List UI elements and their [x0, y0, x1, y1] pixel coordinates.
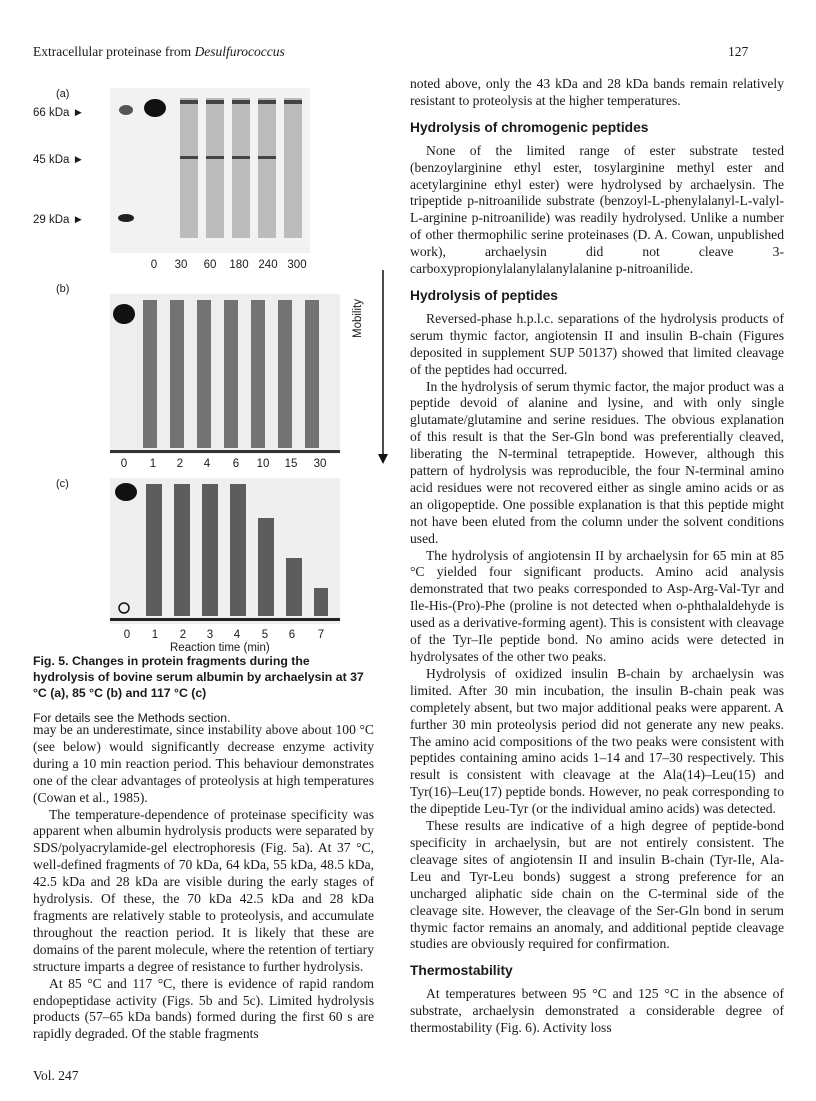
paragraph: The hydrolysis of angiotensin II by archaelysin for 65 min at 85 °C yielded four significant products. Amino acid analysis demonstrated that two peaks corresponded to Asp-Arg-Val-Tyr and Ile-His-(Pro)-Phe (proline is not detected when o-phthalaldehyde is used as a derivative-forming agent). This is consistent with cleavage of the Tyr–Ile peptide bond. No amino acids were detected in hydrolysates of the other two peaks.: [410, 547, 784, 664]
section-heading: Thermostability: [410, 963, 513, 979]
marker-66kda: 66 kDa ►: [33, 107, 85, 119]
lane-label: 0: [120, 458, 128, 470]
lane-label: 1: [151, 629, 159, 641]
lane-label: 10: [256, 458, 270, 470]
lane-labels-c: [0, 629, 400, 643]
mobility-label: Mobility: [352, 299, 364, 338]
marker-45kda: 45 kDa ►: [33, 154, 85, 166]
left-column-text: [33, 722, 374, 1043]
lane-label: 240: [258, 259, 278, 271]
paragraph: At 85 °C and 117 °C, there is evidence of rapid random endopeptidase activity (Figs. 5b and 5c). Limited hydrolysis products (57–65 kDa bands) formed during the first 60 s are rapidly degraded. Of the stable fragments: [33, 975, 374, 1042]
lane-label: 7: [317, 629, 325, 641]
paragraph: Hydrolysis of oxidized insulin B-chain by archaelysin was limited. After 30 min incubation, the insulin B-chain peak was completely absent, but two major additional peaks were apparent. A further 30 min proteolysis period did not generate any new peaks. The amino acid compositions of the two peaks were consistent with peptides containing amino acids 1–14 and 17–30 respectively. This result is consistent with cleavage at the Ala(14)–Leu(15) and Tyr(16)–Leu(17) peptide bonds. However, no peak corresponding to the dipeptide Leu-Tyr (or the individual amino acids) was detected.: [410, 665, 784, 817]
figure-note: For details see the Methods section.: [33, 711, 231, 725]
mobility-arrow: [378, 270, 388, 465]
gel-image-b: [110, 294, 340, 454]
section-heading: Hydrolysis of peptides: [410, 287, 558, 303]
lane-labels-b: [0, 458, 400, 472]
page-number: 127: [728, 44, 749, 59]
lane-label: 0: [123, 629, 131, 641]
lane-label: 4: [203, 458, 211, 470]
paragraph: The temperature-dependence of proteinase specificity was apparent when albumin hydrolysis products were separated by SDS/polyacrylamide-gel electrophoresis (Fig. 5a). At 37 °C, well-defined fragments of 70 kDa, 64 kDa, 55 kDa, 48.5 kDa, 42.5 kDa and 28 kDa are visible during the early stages of hydrolysis. Of these, the 70 kDa 42.5 kDa and 28 kDa fragments are relatively stable to proteolysis, and accumulate throughout the reaction period. It is likely that these are domains of the parent molecule, where the retention of tertiary structure imparts a degree of resistance to further hydrolysis.: [33, 806, 374, 974]
right-column: [410, 76, 784, 1037]
running-head: Extracellular proteinase from Desulfurococcus: [33, 44, 285, 59]
lane-label: 30: [174, 259, 188, 271]
lane-label: 15: [284, 458, 298, 470]
paragraph: None of the limited range of ester substrate tested (benzoylarginine ethyl ester, tosylarginine methyl ester and acetylarginine ethyl ester) were hydrolysed by archaelysin. The tripeptide p-nitroanilide substrate (benzoyl-L-phenylalanyl-L-valyl-L-arginine p-nitroanilide) was readily hydrolysed. Unlike a number of other thermophilic serine proteinases (D. A. Cowan, unpublished work), archaelysin did not cleave 3-carboxypropionylalanylalanylalanine p-nitroanilide.: [410, 142, 784, 277]
paragraph: In the hydrolysis of serum thymic factor, the major product was a peptide devoid of alanine and lysine, and with only single glutamate/glutamine and serine residues. The obvious explanation of this result is that the Ser-Gln bond was preferentially cleaved, liberating the N-terminal tetrapeptide. However, although this pattern of hydrolysis was reproducible, the four N-terminal amino acid residues were not recovered either as single amino acids or as an oligopeptide. One possible explanation is that this peptide might not have been eluted from the column under the solvent conditions used.: [410, 378, 784, 546]
lane-label: 2: [179, 629, 187, 641]
volume-footer: Vol. 247: [33, 1068, 79, 1083]
lane-label: 180: [229, 259, 249, 271]
lane-label: 1: [149, 458, 157, 470]
lane-labels-a: [0, 259, 400, 273]
section-heading: Hydrolysis of chromogenic peptides: [410, 119, 649, 135]
panel-b-label: (b): [56, 283, 70, 295]
lane-label: 60: [203, 259, 217, 271]
paragraph: may be an underestimate, since instability above about 100 °C (see below) would significantly decrease enzyme activity during a 10 min reaction period. This behaviour demonstrates one of the clear advantages of proteolysis at high temperatures (Cowan et al., 1985).: [33, 722, 374, 805]
lane-label: 2: [176, 458, 184, 470]
lane-label: 5: [261, 629, 269, 641]
marker-29kda: 29 kDa ►: [33, 214, 85, 226]
lane-label: 300: [287, 259, 307, 271]
paragraph: noted above, only the 43 kDa and 28 kDa bands remain relatively resistant to proteolysis at the higher temperatures.: [410, 76, 784, 108]
gel-image-c: [110, 478, 340, 624]
paragraph: At temperatures between 95 °C and 125 °C in the absence of substrate, archaelysin demonstrated a considerable degree of thermostability (Fig. 6). Activity loss: [410, 986, 784, 1036]
gel-image-a: [110, 88, 310, 253]
lane-label: 30: [313, 458, 327, 470]
panel-c-label: (c): [56, 478, 69, 490]
lane-label: 3: [206, 629, 214, 641]
lane-label: 4: [233, 629, 241, 641]
lane-label: 6: [288, 629, 296, 641]
paragraph: These results are indicative of a high degree of peptide-bond specificity in archaelysin, but are not entirely consistent. The cleavage sites of angiotensin II and insulin B-chain (Tyr-Ile, Ala-Leu and Tyr-Leu bonds) suggest a strong preference for an uncharged aliphatic side chain on the C-terminal side of the cleavage site. However, the cleavage of the Ser-Gln bond in serum thymic factor remains an anomaly, and additional peptide cleavage studies are obviously required for confirmation.: [410, 818, 784, 952]
panel-a-label: (a): [56, 88, 70, 100]
lane-label: 6: [232, 458, 240, 470]
x-axis-title: Reaction time (min): [170, 642, 270, 654]
lane-label: 0: [150, 259, 158, 271]
figure-caption: Fig. 5. Changes in protein fragments during the hydrolysis of bovine serum albumin by archaelysin at 37 °C (a), 85 °C (b) and 117 °C (c): [33, 654, 364, 700]
paragraph: Reversed-phase h.p.l.c. separations of the hydrolysis products of serum thymic factor, angiotensin II and insulin B-chain (Figures deposited in supplement SUP 50137) showed that limited cleavage of the peptides had occurred.: [410, 310, 784, 377]
